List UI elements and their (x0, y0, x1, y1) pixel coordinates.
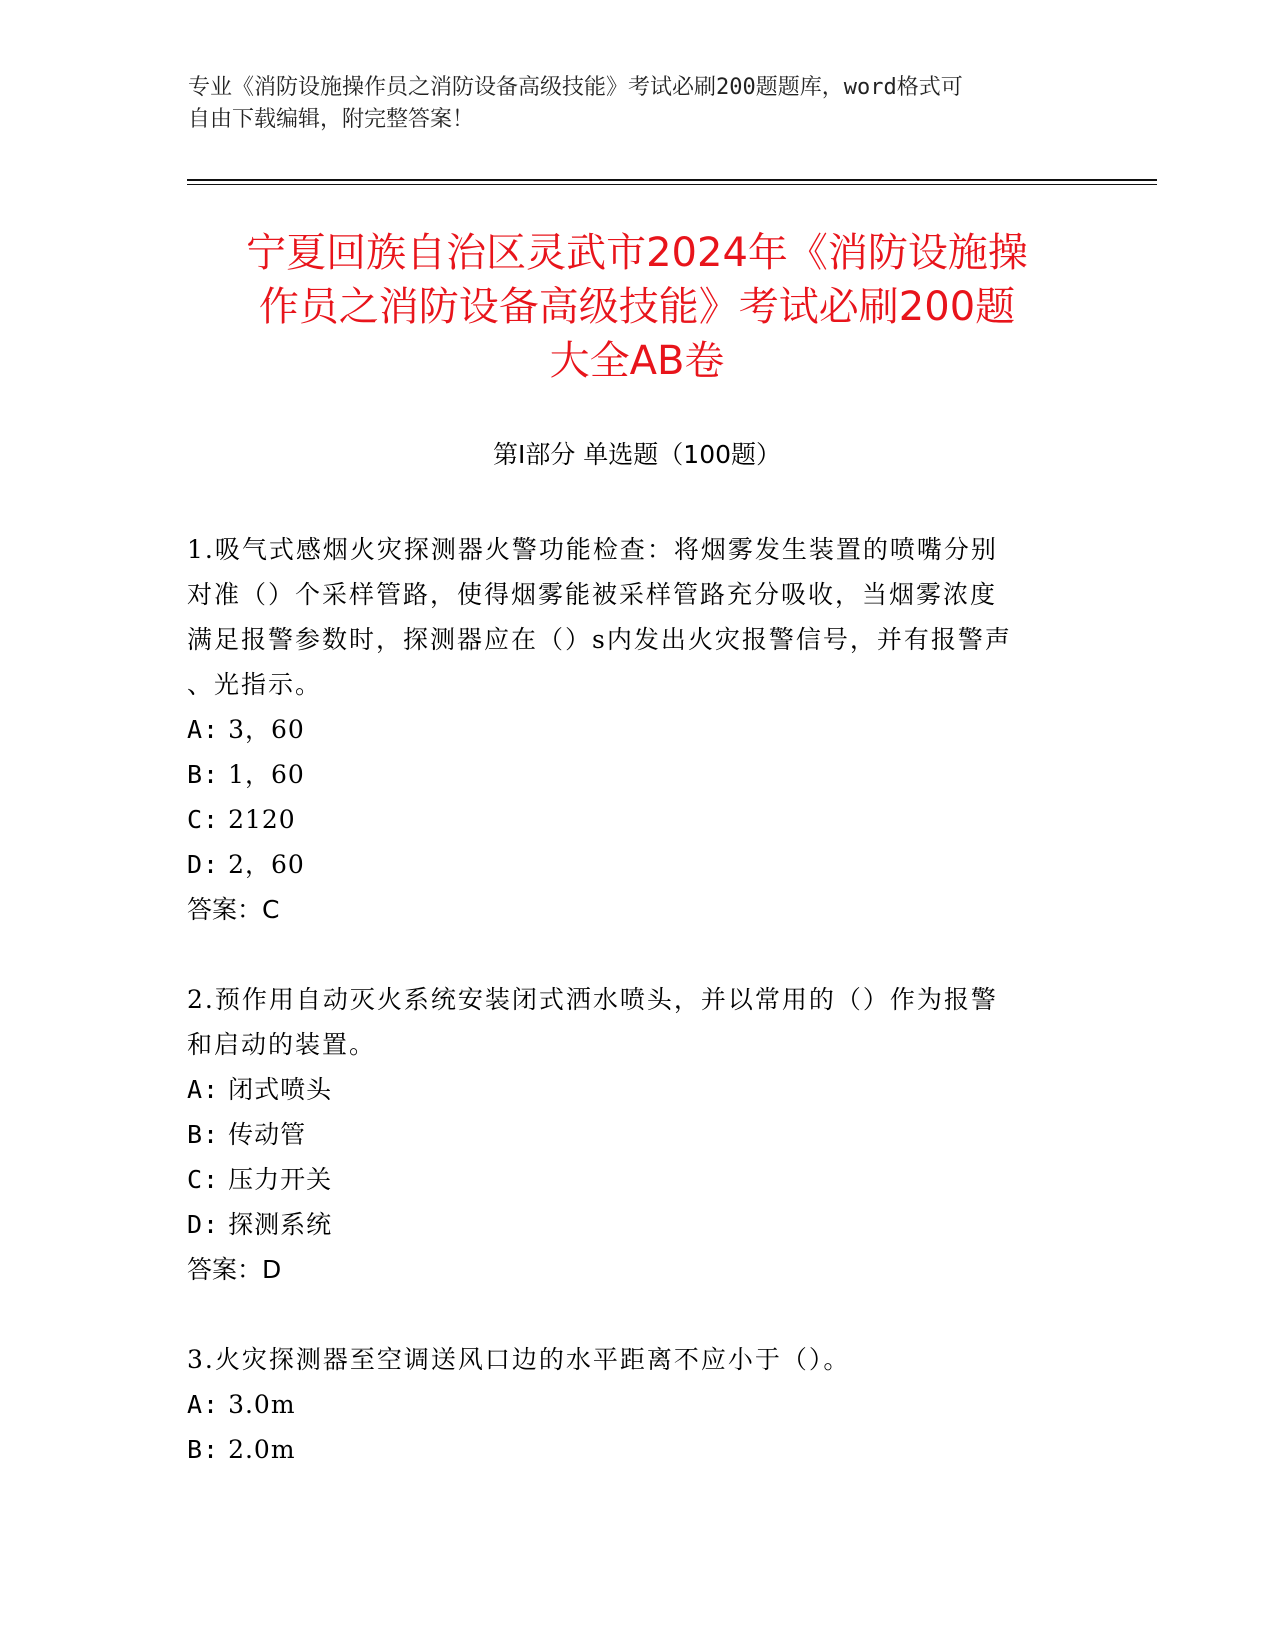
option-a (187, 1067, 1087, 1112)
option-text: 闭式喷头 (228, 1075, 333, 1104)
option-text: 2.0m (228, 1435, 296, 1464)
option-d (187, 842, 1087, 887)
header-divider-thick (187, 179, 1157, 181)
option-key: B: (187, 1120, 220, 1149)
question-stem-line: 3.火灾探测器至空调送风口边的水平距离不应小于（）。 (187, 1345, 851, 1374)
option-b (187, 1112, 1087, 1157)
question-stem-line: 2.预作用自动灭火系统安装闭式洒水喷头，并以常用的（）作为报警 (187, 985, 998, 1014)
answer-line: 答案：D (187, 1255, 282, 1284)
option-text: 3，60 (228, 715, 305, 744)
question-list (187, 527, 1087, 1517)
question-stem (187, 977, 1087, 1067)
option-b (187, 1427, 1087, 1472)
option-a (187, 1382, 1087, 1427)
document-title-line: 作员之消防设备高级技能》考试必刷200题 (258, 284, 1016, 330)
header-note (188, 72, 1088, 136)
document-title-line: 大全AB卷 (549, 338, 725, 384)
option-text: 传动管 (228, 1120, 307, 1149)
option-text: 探测系统 (228, 1210, 333, 1239)
header-note-line: 自由下载编辑，附完整答案！ (188, 107, 475, 132)
option-d (187, 1202, 1087, 1247)
option-key: C: (187, 1165, 220, 1194)
question-item (187, 977, 1087, 1292)
option-c (187, 1157, 1087, 1202)
document-title (187, 226, 1087, 388)
option-c (187, 797, 1087, 842)
question-stem-line: 对准（）个采样管路，使得烟雾能被采样管路充分吸收，当烟雾浓度 (187, 580, 998, 609)
option-text: 压力开关 (228, 1165, 333, 1194)
question-item (187, 1337, 1087, 1472)
answer-line: 答案：C (187, 895, 280, 924)
option-key: A: (187, 1075, 220, 1104)
question-stem-line: 、光指示。 (187, 670, 323, 699)
question-item (187, 527, 1087, 932)
option-key: A: (187, 1390, 220, 1419)
option-text: 2120 (228, 805, 296, 834)
option-text: 1，60 (228, 760, 305, 789)
question-stem (187, 527, 1087, 707)
option-a (187, 707, 1087, 752)
question-stem-line: 满足报警参数时，探测器应在（）s内发出火灾报警信号，并有报警声 (187, 625, 1012, 654)
header-divider-thin (187, 184, 1157, 185)
question-stem-line: 1.吸气式感烟火灾探测器火警功能检查：将烟雾发生装置的喷嘴分别 (187, 535, 998, 564)
option-key: A: (187, 715, 220, 744)
option-key: B: (187, 760, 220, 789)
header-note-line: 专业《消防设施操作员之消防设备高级技能》考试必刷200题题库，word格式可 (188, 75, 963, 100)
option-text: 2，60 (228, 850, 305, 879)
question-stem (187, 1337, 1087, 1382)
section-title: 第Ⅰ部分 单选题（100题） (492, 440, 782, 469)
option-key: B: (187, 1435, 220, 1464)
document-title-line: 宁夏回族自治区灵武市2024年《消防设施操 (246, 230, 1028, 276)
option-text: 3.0m (228, 1390, 296, 1419)
option-key: D: (187, 1210, 220, 1239)
question-stem-line: 和启动的装置。 (187, 1030, 377, 1059)
option-key: D: (187, 850, 220, 879)
option-key: C: (187, 805, 220, 834)
option-b (187, 752, 1087, 797)
